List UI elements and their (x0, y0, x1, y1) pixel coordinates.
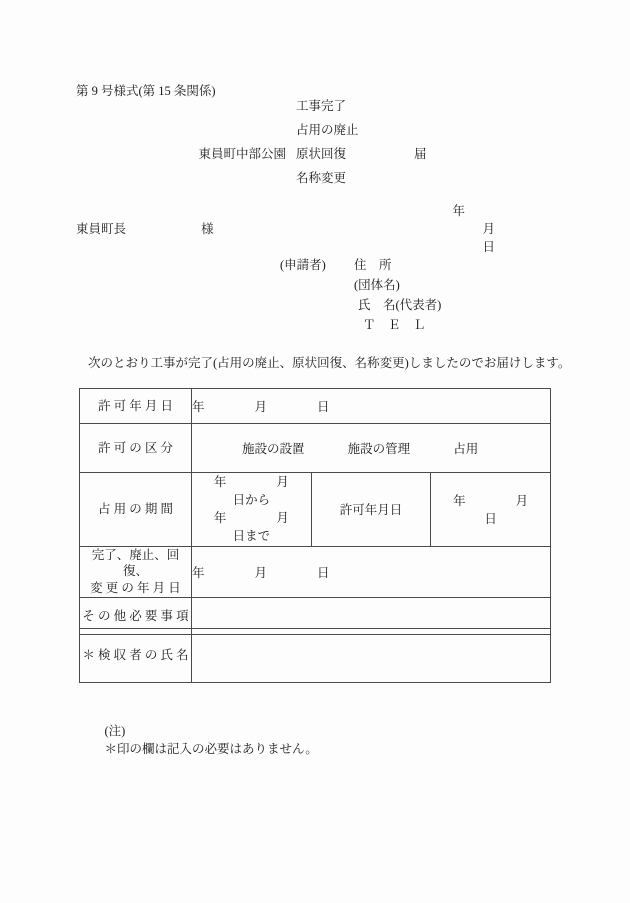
applicant-field-tel: Ｔ Ｅ Ｌ (363, 318, 426, 332)
row-label-occupancy-period: 占 用 の 期 間 (80, 473, 192, 547)
addressee-name: 東員町長 (76, 222, 127, 236)
lead-sentence: 次のとおり工事が完了(占用の廃止、原状回復、名称変更)しましたのでお届けします。 (88, 356, 571, 370)
title-block (76, 96, 556, 192)
applicant-field-organization: (団体名) (354, 278, 400, 292)
table-row (80, 473, 551, 547)
row-value-completion-date[interactable]: 年 月 日 (192, 546, 551, 598)
date-year-label: 年 (452, 204, 466, 218)
main-form-table (79, 388, 579, 635)
period-from: 年 月 日から (213, 475, 339, 508)
table-row (80, 629, 551, 683)
date-month-label: 月 (482, 222, 496, 236)
period-to: 年 月 日まで (213, 511, 339, 544)
row-label-permit-date: 許 可 年 月 日 (80, 389, 192, 424)
row-label-permit-category: 許 可 の 区 分 (80, 424, 192, 473)
row-label-completion-date (80, 546, 192, 598)
title-row (76, 144, 556, 168)
table-row (80, 546, 551, 598)
completion-label-line2: 変 更 の 年 月 日 (90, 581, 181, 596)
title-kind-4: 名称変更 (296, 171, 347, 185)
applicant-tag: (申請者) (280, 258, 326, 272)
sub-value-permit-date[interactable]: 年 月 日 (431, 473, 551, 547)
completion-label-line1: 完了、廃止、回復、 (91, 547, 180, 579)
applicant-field-address: 住 所 (354, 258, 392, 272)
applicant-row (280, 255, 441, 275)
title-kind-3: 原状回復 (296, 147, 347, 161)
applicant-block (280, 255, 441, 335)
title-kind-2: 占用の廃止 (296, 123, 359, 137)
applicant-field-name: 氏 名(代表者) (358, 298, 442, 312)
applicant-row (280, 315, 441, 335)
row-value-occupancy-period[interactable] (192, 473, 339, 547)
title-suffix: 届 (414, 147, 427, 161)
addressee-honorific: 様 (201, 222, 214, 236)
footnote-tag: (注) (104, 724, 126, 738)
date-day-label: 日 (482, 240, 496, 254)
applicant-row (280, 275, 441, 295)
footnote-text: ＊印の欄は記入の必要はありません。 (104, 742, 318, 756)
option-facility-installation[interactable]: 施設の設置 (242, 442, 305, 456)
row-value-inspector-name[interactable] (192, 629, 551, 683)
sub-label-permit-date: 許可年月日 (311, 473, 431, 547)
title-facility-name: 東員町中部公園 (198, 147, 286, 161)
title-kind-1: 工事完了 (296, 99, 347, 113)
footnote (92, 706, 318, 772)
row-label-inspector-name: ＊ 検 収 者 の 氏 名 (80, 629, 192, 683)
addressee (76, 219, 214, 237)
option-facility-management[interactable]: 施設の管理 (347, 442, 411, 456)
row-value-permit-date[interactable]: 年 月 日 (192, 389, 551, 424)
title-row (76, 120, 556, 144)
table-row (80, 424, 551, 473)
table-row (80, 389, 551, 424)
title-row (76, 96, 556, 120)
row-value-permit-category (192, 424, 551, 473)
inspector-table (79, 628, 551, 683)
applicant-row (280, 295, 441, 315)
row-label-other-matters: そ の 他 必 要 事 項 (80, 598, 192, 635)
submission-date-line (440, 186, 495, 270)
form-number: 第 9 号様式(第 15 条関係) (76, 84, 216, 98)
option-occupancy[interactable]: 占用 (453, 442, 479, 456)
permit-category-options (192, 439, 550, 457)
